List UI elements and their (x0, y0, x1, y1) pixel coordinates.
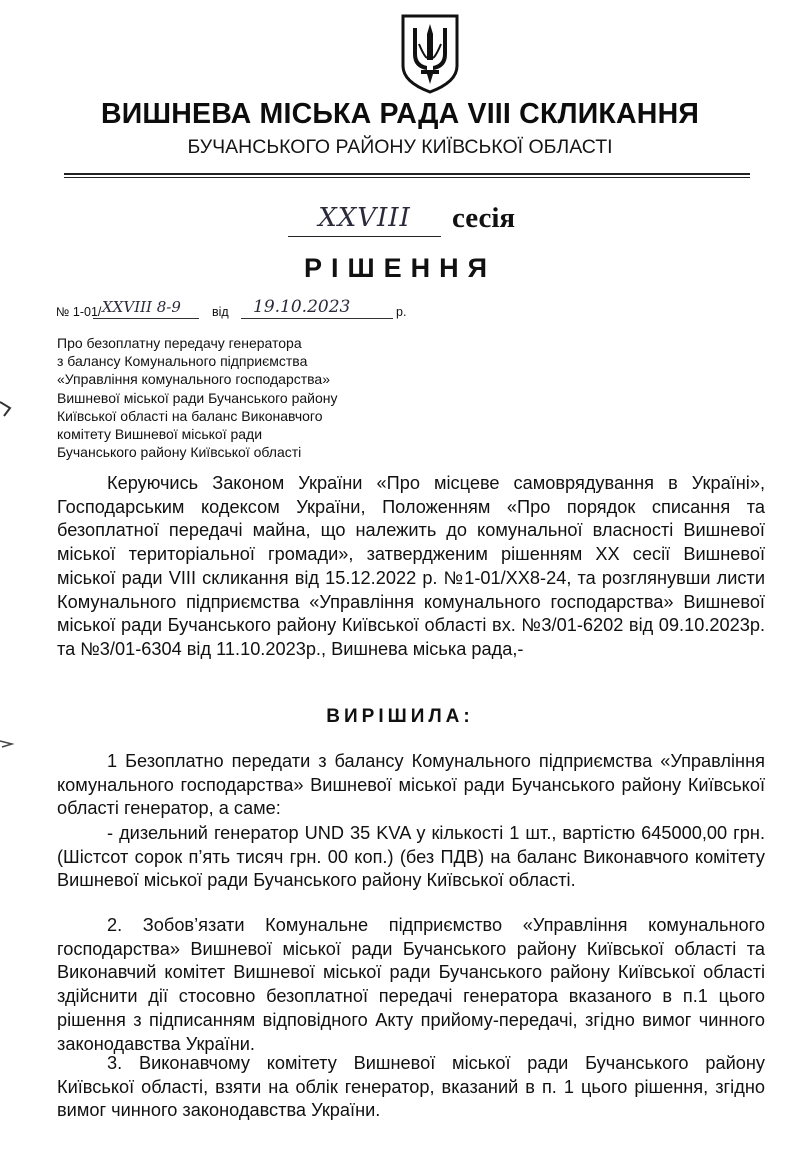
subject-line: Київської області на баланс Виконавчого (57, 407, 323, 424)
subject-line: Вишневої міської ради Бучанського району (57, 389, 338, 406)
document-date-underline (241, 318, 393, 319)
council-title: ВИШНЕВА МІСЬКА РАДА VIII СКЛИКАННЯ (100, 98, 700, 130)
subject-line: комітету Вишневої міської ради (57, 426, 263, 443)
scan-mark-icon (0, 735, 14, 753)
document-number-prefix: № 1-01/ (56, 305, 102, 319)
resolved-heading: ВИРІШИЛА: (326, 706, 474, 727)
trident-emblem-icon (399, 14, 461, 94)
decision-title: РІШЕННЯ (303, 253, 497, 283)
session-underline (288, 236, 441, 237)
subject-line: «Управління комунального господарства» (57, 371, 331, 388)
subject-line: Бучанського району Київської області (57, 444, 302, 461)
decision-subject (57, 334, 397, 461)
header-divider-thin (64, 177, 750, 178)
point-3-paragraph: 3. Виконавчому комітету Вишневої міської ради Бучанського району Київської області, взяти на облік генератор, вказаний в п. 1 цього рішення, згідно вимог чинного законодавства України. (57, 1053, 765, 1121)
header-divider (64, 173, 750, 175)
subject-line: з балансу Комунального підприємства (57, 353, 308, 370)
subject-line: Про безоплатну передачу генератора (57, 335, 302, 351)
point-1-paragraph: 1 Безоплатно передати з балансу Комунального підприємства «Управління комунального господарства» Вишневої міської ради Бучанського району Київської області генератор, а саме: (57, 751, 765, 819)
document-date-label: від (212, 305, 229, 319)
document-date-handwritten: 19.10.2023 (253, 297, 351, 317)
point-2-paragraph: 2. Зобов’язати Комунальне підприємство «Управління комунального господарства» Вишневої міської ради Бучанського району Київської області та Виконавчий комітет Вишневої міської ради Бучанського району Київської області здійснити дії стосовно безоплатної передачі генератора вказаного в п.1 цього рішення з підписанням відповідного Акту прийому-передачі, згідно вимог чинного законодавства України. (57, 915, 765, 1054)
preamble-paragraph: Керуючись Законом України «Про місцеве самоврядування в Україні», Господарським кодексом України, Положенням «Про порядок списання та безоплатної передачі майна, що належить до комунальної власності Вишневої міської територіальної громади», затвердженим рішенням XX сесії Вишневої міської ради VIII скликання від 15.12.2022 р. №1-01/XX8-24, та розглянувши листи Комунального підприємства «Управління комунального господарства» Вишневої міської ради Бучанського району Київської області вх. №3/01-6202 від 09.10.2023р. та №3/01-6304 від 11.10.2023р., Вишнева міська рада,- (57, 473, 765, 659)
point-1-item-paragraph: - дизельний генератор UND 35 KVA у кількості 1 шт., вартістю 645000,00 грн. (Шістсот сорок п’ять тисяч грн. 00 коп.) (без ПДВ) на баланс Виконавчого комітету Вишневої міської ради Бучанського району Київської області. (57, 823, 765, 891)
session-number: XXVIII (318, 203, 411, 233)
session-label: сесія (452, 202, 516, 234)
document-year-suffix: р. (396, 305, 407, 319)
document-number-underline (93, 318, 199, 319)
document-number-handwritten: XXVIII 8-9 (102, 298, 181, 316)
scan-mark-icon (0, 400, 14, 418)
council-district: БУЧАНСЬКОГО РАЙОНУ КИЇВСЬКОЇ ОБЛАСТІ (187, 136, 613, 158)
